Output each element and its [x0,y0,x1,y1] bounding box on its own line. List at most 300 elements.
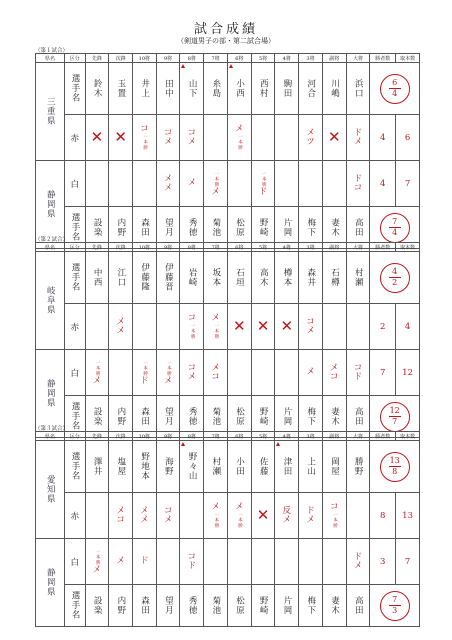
technique-mark: メ [211,363,220,373]
player-name: 野々山 [187,452,198,481]
player-name: 片岡 [282,596,293,615]
white-row-label [64,539,85,585]
score-mark [275,507,298,524]
ippon-note: 一本勝 [213,171,219,188]
match-label: （第２試合） [35,237,69,243]
technique-mark: メ [140,506,149,516]
white-player-cell [156,585,180,627]
player-name: 小西 [234,79,245,98]
red-player-cell [109,252,133,304]
player-name: 望月 [163,407,174,426]
player-name: 佐藤 [258,457,269,476]
score-mark [133,125,156,150]
player-name: 内野 [115,407,126,426]
white-result-cell [156,161,180,207]
red-player-cell [180,252,204,304]
technique-mark: ド [353,371,363,382]
player-name: 勝野 [353,457,364,476]
team-name: 三重県 [45,97,56,126]
player-name: 片岡 [282,218,293,237]
technique-mark: メ [116,317,125,327]
fraction-top: 4 [392,267,398,276]
team-red-name [36,441,65,539]
header-cell: 4将 [275,432,299,441]
player-name: 中西 [92,268,103,287]
player-name: 海野 [163,457,174,476]
technique-mark: コ [329,502,339,512]
fraction-bottom: 2 [392,278,398,287]
row-label: 選手名 [69,402,80,431]
red-result-cell [275,493,299,539]
red-player-cell [85,63,109,115]
fraction-top: 7 [392,595,398,604]
red-result-cell [299,304,323,350]
score-mark [228,125,251,150]
player-name: 森田 [139,407,150,426]
white-result-cell [322,539,346,585]
fraction-bottom: 7 [392,417,398,426]
player-name: 妻木 [329,407,340,426]
ippon-note: 一本勝 [142,133,148,150]
technique-mark: メ [163,174,173,184]
red-row-label [64,493,85,539]
white-result-cell [275,539,299,585]
player-name: 井上 [139,79,150,98]
red-player-cell [251,252,275,304]
red-player-cell [299,63,323,115]
white-result-cell [346,539,370,585]
white-result-cell [322,350,346,396]
player-name: 野地本 [139,452,150,481]
technique-mark: ツ [306,136,315,147]
red-result-cell [109,304,133,350]
technique-mark: メ [116,506,125,516]
player-name: 望月 [163,218,174,237]
row-label: 選手名 [69,263,80,292]
white-result-cell [204,161,228,207]
white-result-cell [251,350,275,396]
fraction-top: 7 [392,217,398,226]
player-name: 石樽 [329,268,340,287]
player-name: 梅下 [305,596,316,615]
technique-mark: メ [140,514,149,525]
white-player-cell [227,585,251,627]
player-name: 菊池 [210,596,221,615]
player-name: 浜口 [353,79,364,98]
row-label: 赤 [70,133,79,144]
technique-mark: ド [353,552,363,562]
draw-cross-icon: ✕ [256,317,270,335]
player-name: 田中 [163,79,174,98]
red-player-cell [109,441,133,493]
team-name: 静岡県 [45,568,56,597]
technique-mark: コ [187,128,197,138]
player-name: 伊藤晋 [163,263,174,292]
white-row-label [64,161,85,207]
white-player-cell [275,585,299,627]
red-result-cell [85,304,109,350]
header-cell: 次鋒 [109,432,133,441]
white-player-cell [204,585,228,627]
player-name: 川嶋 [329,79,340,98]
draw-cross-icon: ✕ [90,128,104,146]
score-mark [323,364,346,381]
winner-triangle [229,64,233,68]
white-result-cell [275,350,299,396]
wins-cell [370,441,420,493]
header-cell: 大将 [346,243,370,252]
white-points: 12 [396,350,420,396]
header-cell: 県名 [36,432,65,441]
score-mark [204,364,227,381]
white-result-cell [109,161,133,207]
player-name: 野崎 [258,218,269,237]
white-player-cell [180,585,204,627]
white-result-cell [156,350,180,396]
player-name: 森田 [139,218,150,237]
white-result-cell [156,539,180,585]
player-name: 高田 [353,407,364,426]
player-name: 森田 [139,596,150,615]
draw-cross-icon: ✕ [327,128,341,146]
technique-mark: メ [306,128,315,138]
player-name: 秀徳 [187,218,198,237]
technique-mark: 反 [282,506,292,516]
red-result-cell [346,493,370,539]
red-result-cell [133,115,157,161]
page-subtitle: （剣道男子の部・第二試合場） [177,37,275,45]
white-result-cell [204,539,228,585]
header-cell: 6将 [227,54,251,63]
team-name: 静岡県 [45,379,56,408]
red-result-cell [227,115,251,161]
red-result-cell [180,493,204,539]
result-table [35,53,420,249]
score-mark [86,549,109,574]
technique-mark: メ [211,313,220,323]
player-name: 村瀬 [353,268,364,287]
score-mark [157,507,180,524]
header-cell: 9将 [156,54,180,63]
score-fraction-white [380,591,410,621]
red-player-cell [322,252,346,304]
score-mark [157,129,180,146]
red-result-cell [322,115,346,161]
red-result-cell [227,304,251,350]
red-wins: 2 [370,304,396,350]
row-label: 選手名 [69,591,80,620]
ippon-note: 一本勝 [332,511,338,528]
white-result-cell [227,350,251,396]
player-name: 設楽 [92,218,103,237]
white-result-cell [85,161,109,207]
red-result-cell [180,115,204,161]
red-result-cell [227,493,251,539]
header-cell: 先鋒 [85,54,109,63]
technique-mark: メ [163,514,173,525]
red-result-cell [85,493,109,539]
red-player-cell [322,63,346,115]
white-player-cell [85,585,109,627]
technique-mark: コ [211,371,220,382]
technique-mark: メ [163,136,173,147]
white-wins: 7 [370,350,396,396]
technique-mark: メ [353,136,363,147]
white-result-cell [227,539,251,585]
player-name: 玉置 [115,79,126,98]
ippon-note: 一本勝 [190,322,196,339]
player-name: 望月 [163,596,174,615]
player-name: 石垣 [234,268,245,287]
player-name: 菊池 [210,218,221,237]
result-table [35,242,420,438]
header-cell: 勝者数 [370,432,396,441]
technique-mark: メ [211,186,220,197]
technique-mark: ド [353,128,363,138]
technique-mark: コ [116,514,125,525]
technique-mark: コ [306,317,315,327]
header-cell: 9将 [156,243,180,252]
technique-mark: メ [187,371,197,382]
row-label: 選手名 [69,213,80,242]
player-name: 松原 [234,596,245,615]
white-player-cell [251,585,275,627]
white-result-cell [251,539,275,585]
technique-mark: コ [140,124,149,134]
header-cell: 先鋒 [85,432,109,441]
red-player-cell [204,252,228,304]
score-fraction-white [380,402,410,432]
row-label: 選手名 [69,74,80,103]
team-red-name [36,252,65,350]
wins-cell [370,63,420,115]
score-mark [133,507,156,524]
player-name: 森井 [305,268,316,287]
draw-cross-icon: ✕ [256,506,270,524]
score-mark [347,175,370,192]
white-player-cell [133,585,157,627]
red-player-cell [346,63,370,115]
winner-triangle [181,442,185,446]
red-wins: 8 [370,493,396,539]
header-cell: 副将 [322,432,346,441]
player-name: 坂本 [210,268,221,287]
technique-mark: メ [163,375,173,386]
player-name: 設楽 [92,407,103,426]
score-mark [299,129,322,146]
player-name: 山下 [187,79,198,98]
white-result-cell [299,350,323,396]
players-row-label [64,585,85,627]
white-points: 7 [396,539,420,585]
row-label: 選手名 [69,452,80,481]
score-mark [299,318,322,335]
red-points: 13 [396,493,420,539]
white-result-cell [180,350,204,396]
score-mark [299,507,322,524]
team-name: 静岡県 [45,190,56,219]
technique-mark: コ [353,182,363,193]
red-result-cell [322,493,346,539]
score-mark [347,364,370,381]
red-result-cell [275,115,299,161]
technique-mark: ド [140,375,149,386]
player-name: 設楽 [92,596,103,615]
wins-cell [370,252,420,304]
score-fraction-white [380,213,410,243]
ippon-note: 一本勝 [142,360,148,377]
header-cell: 5将 [251,432,275,441]
score-mark [180,364,203,381]
player-name: 岡屋 [329,457,340,476]
technique-mark: メ [329,363,339,373]
player-name: 駒田 [282,79,293,98]
white-result-cell [275,161,299,207]
white-row-label [64,350,85,396]
header-cell: 取本数 [396,432,420,441]
white-result-cell [299,539,323,585]
header-cell: 区分 [64,54,85,63]
header-cell: 4将 [275,243,299,252]
row-label: 白 [70,368,79,379]
player-name: 糸島 [210,79,221,98]
red-result-cell [180,304,204,350]
red-player-cell [85,441,109,493]
technique-mark: ド [187,560,197,571]
header-cell: 8将 [180,243,204,252]
header-cell: 先鋒 [85,243,109,252]
header-cell: 10将 [133,432,157,441]
white-result-cell [227,161,251,207]
white-points: 7 [396,161,420,207]
red-result-cell [251,115,275,161]
score-mark [133,557,156,566]
red-player-cell [156,252,180,304]
score-mark [204,314,227,339]
fraction-top: 13 [389,456,400,465]
header-cell: 取本数 [396,54,420,63]
white-player-cell [322,585,346,627]
technique-mark: コ [353,363,363,373]
red-player-cell [275,63,299,115]
score-mark [180,314,203,339]
score-mark [157,175,180,192]
red-player-cell [109,63,133,115]
technique-mark: メ [187,136,197,147]
player-name: 野崎 [258,596,269,615]
technique-mark: コ [187,313,197,323]
white-result-cell [322,161,346,207]
score-mark [299,368,322,377]
player-name: 片岡 [282,407,293,426]
red-player-cell [156,441,180,493]
white-result-cell [109,539,133,585]
technique-mark: メ [116,556,125,567]
red-result-cell [322,304,346,350]
player-name: 内野 [115,596,126,615]
header-cell: 9将 [156,432,180,441]
player-name: 江口 [115,268,126,287]
red-result-cell [204,493,228,539]
players-row-label [64,252,85,304]
score-fraction-red [380,263,410,293]
team-name: 岐阜県 [45,286,56,315]
red-result-cell [156,304,180,350]
white-player-cell [346,585,370,627]
page-title: 試合成績 [193,22,258,37]
red-player-cell [346,441,370,493]
score-mark [180,179,203,188]
red-result-cell [275,304,299,350]
red-result-cell [251,304,275,350]
score-mark [180,129,203,146]
score-mark [133,360,156,385]
ippon-note: 一本勝 [237,511,243,528]
red-result-cell [109,493,133,539]
red-result-cell [109,115,133,161]
red-result-cell [204,304,228,350]
header-cell: 次鋒 [109,243,133,252]
white-result-cell [85,539,109,585]
technique-mark: ド [306,506,315,516]
white-result-cell [299,161,323,207]
red-player-cell [133,63,157,115]
player-name: 岩崎 [187,268,198,287]
white-result-cell [346,350,370,396]
header-cell: 県名 [36,243,65,252]
white-result-cell [133,161,157,207]
ippon-note: 一本勝 [213,511,219,528]
white-result-cell [204,350,228,396]
team-white-name [36,539,65,627]
player-name: 妻木 [329,218,340,237]
technique-mark: メ [92,564,102,575]
technique-mark: メ [306,367,315,378]
red-player-cell [133,441,157,493]
player-name: 梅下 [305,218,316,237]
red-result-cell [299,493,323,539]
white-result-cell [346,161,370,207]
red-player-cell [180,63,204,115]
red-result-cell [204,115,228,161]
header-cell: 6将 [227,432,251,441]
header-cell: 7将 [204,54,228,63]
red-points: 6 [396,115,420,161]
technique-mark: メ [92,375,102,386]
technique-mark: コ [187,552,197,562]
red-player-cell [322,441,346,493]
red-row-label [64,115,85,161]
player-name: 津田 [282,457,293,476]
header-cell: 4将 [275,54,299,63]
score-mark [228,503,251,528]
player-name: 野崎 [258,407,269,426]
player-name: 澤井 [92,457,103,476]
header-cell: 5将 [251,54,275,63]
player-name: 高田 [353,218,364,237]
player-name: 河合 [305,79,316,98]
red-result-cell [133,304,157,350]
red-wins: 4 [370,115,396,161]
header-cell: 勝者数 [370,243,396,252]
red-player-cell [275,441,299,493]
player-name: 梅下 [305,407,316,426]
header-cell: 次鋒 [109,54,133,63]
ippon-note: 一本勝 [95,549,101,566]
technique-mark: メ [235,502,244,512]
score-fraction-red [380,452,410,482]
fraction-bottom: 8 [392,467,398,476]
